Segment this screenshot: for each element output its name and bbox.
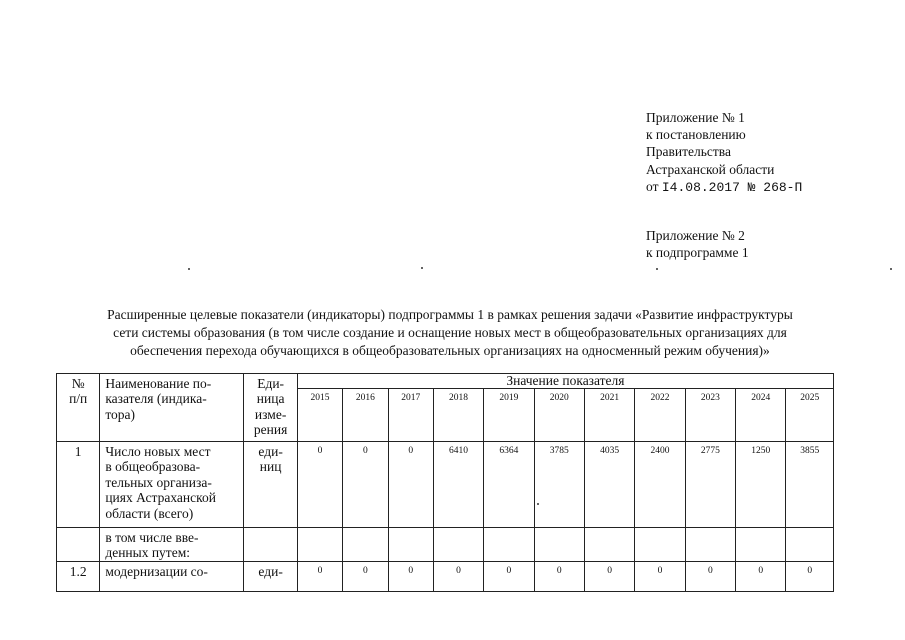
- appendix-1-date: [646, 178, 802, 196]
- date-prefix: от: [646, 178, 659, 194]
- value-cell: 0: [635, 562, 685, 592]
- indicators-table: [56, 373, 834, 592]
- value-cell: 0: [534, 562, 584, 592]
- year-header: 2017: [388, 389, 433, 442]
- value-cell: 6410: [433, 442, 483, 528]
- value-cell: [635, 528, 685, 562]
- value-cell: 3785: [534, 442, 584, 528]
- value-cell: [786, 528, 834, 562]
- row-name-line: области (всего): [105, 505, 194, 521]
- title-line: обеспечения перехода обучающихся в общеобразовательных организациях на односменный режим обучения)»: [130, 342, 770, 358]
- value-cell: 0: [584, 562, 634, 592]
- value-cell: 0: [388, 562, 433, 592]
- year-header: 2024: [736, 389, 786, 442]
- value-cell: 1250: [736, 442, 786, 528]
- header-unit-line: ница: [256, 391, 285, 407]
- year-header: 2016: [343, 389, 388, 442]
- appendix-1-block: [646, 109, 802, 196]
- title-line: Расширенные целевые показатели (индикаторы) подпрограммы 1 в рамках решения задачи «Развитие инфраструктуры: [107, 307, 793, 322]
- value-cell: [297, 528, 342, 562]
- value-cell: [433, 528, 483, 562]
- value-cell: [534, 528, 584, 562]
- value-cell: 0: [343, 562, 388, 592]
- appendix-1-line: Приложение № 1: [646, 110, 745, 125]
- value-cell: [736, 528, 786, 562]
- value-cell: [343, 528, 388, 562]
- value-cell: 4035: [584, 442, 634, 528]
- value-cell: 0: [736, 562, 786, 592]
- row-unit: [244, 528, 297, 562]
- document-title: [40, 306, 860, 359]
- row-num: 1.2: [57, 562, 100, 592]
- appendix-2-line: Приложение № 2: [646, 228, 745, 243]
- appendix-1-line: к постановлению: [646, 127, 746, 143]
- row-name-line: Число новых мест: [105, 444, 211, 459]
- value-cell: 0: [388, 442, 433, 528]
- scan-speck: [188, 268, 190, 270]
- row-unit: [244, 562, 297, 592]
- year-header: 2020: [534, 389, 584, 442]
- value-cell: 2400: [635, 442, 685, 528]
- value-cell: 0: [297, 562, 342, 592]
- table-row: [57, 528, 834, 562]
- value-cell: [685, 528, 735, 562]
- year-header: 2022: [635, 389, 685, 442]
- value-cell: 0: [786, 562, 834, 592]
- header-unit: [244, 374, 297, 442]
- row-name: [100, 442, 244, 528]
- value-cell: [484, 528, 534, 562]
- value-cell: 0: [297, 442, 342, 528]
- scan-speck: [656, 268, 658, 270]
- scan-speck: [890, 268, 892, 270]
- header-name: [100, 374, 244, 442]
- header-num-line: п/п: [69, 391, 88, 407]
- value-cell: 0: [433, 562, 483, 592]
- value-cell: 2775: [685, 442, 735, 528]
- header-name-line: тора): [105, 406, 136, 422]
- value-cell: 0: [343, 442, 388, 528]
- row-unit-line: еди-: [258, 444, 283, 459]
- header-num-line: №: [71, 376, 85, 391]
- scan-speck: [537, 503, 539, 505]
- appendix-2-block: [646, 227, 749, 261]
- row-num: 1: [57, 442, 100, 528]
- table-row: [57, 562, 834, 592]
- value-cell: [584, 528, 634, 562]
- row-num: [57, 528, 100, 562]
- appendix-1-line: Правительства: [646, 144, 731, 160]
- scan-speck: [421, 267, 423, 269]
- header-name-line: казателя (индика-: [105, 391, 207, 407]
- year-header: 2018: [433, 389, 483, 442]
- header-unit-line: изме-: [254, 406, 287, 422]
- year-header: 2025: [786, 389, 834, 442]
- year-header: 2021: [584, 389, 634, 442]
- year-header: 2015: [297, 389, 342, 442]
- row-unit-line: ниц: [259, 459, 282, 475]
- row-name: [100, 562, 244, 592]
- title-line: сети системы образования (в том числе создание и оснащение новых мест в общеобразовательных организациях для: [113, 324, 787, 340]
- value-cell: 6364: [484, 442, 534, 528]
- table-row: [57, 442, 834, 528]
- row-name-line: модернизации со-: [105, 564, 208, 579]
- row-name: [100, 528, 244, 562]
- date-handwritten: I4.08.2017 № 268-П: [661, 179, 803, 195]
- header-name-line: Наименование по-: [105, 376, 212, 391]
- header-unit-line: Еди-: [257, 376, 285, 391]
- header-unit-line: рения: [253, 422, 288, 438]
- row-name-line: в общеобразова-: [105, 459, 201, 475]
- header-row: [57, 374, 834, 389]
- row-name-line: в том числе вве-: [105, 530, 199, 545]
- row-name-line: тельных организа-: [105, 474, 212, 490]
- row-unit-line: еди-: [258, 564, 283, 579]
- appendix-2-line: к подпрограмме 1: [646, 245, 749, 261]
- year-header: 2023: [685, 389, 735, 442]
- appendix-1-line: Астраханской области: [646, 161, 775, 177]
- year-header: 2019: [484, 389, 534, 442]
- value-cell: 0: [685, 562, 735, 592]
- row-name-line: денных путем:: [105, 545, 190, 561]
- row-name-line: циях Астраханской: [105, 490, 216, 506]
- header-num: [57, 374, 100, 442]
- value-cell: 0: [484, 562, 534, 592]
- value-cell: [388, 528, 433, 562]
- value-cell: 3855: [786, 442, 834, 528]
- row-unit: [244, 442, 297, 528]
- header-value-group: Значение показателя: [297, 374, 833, 389]
